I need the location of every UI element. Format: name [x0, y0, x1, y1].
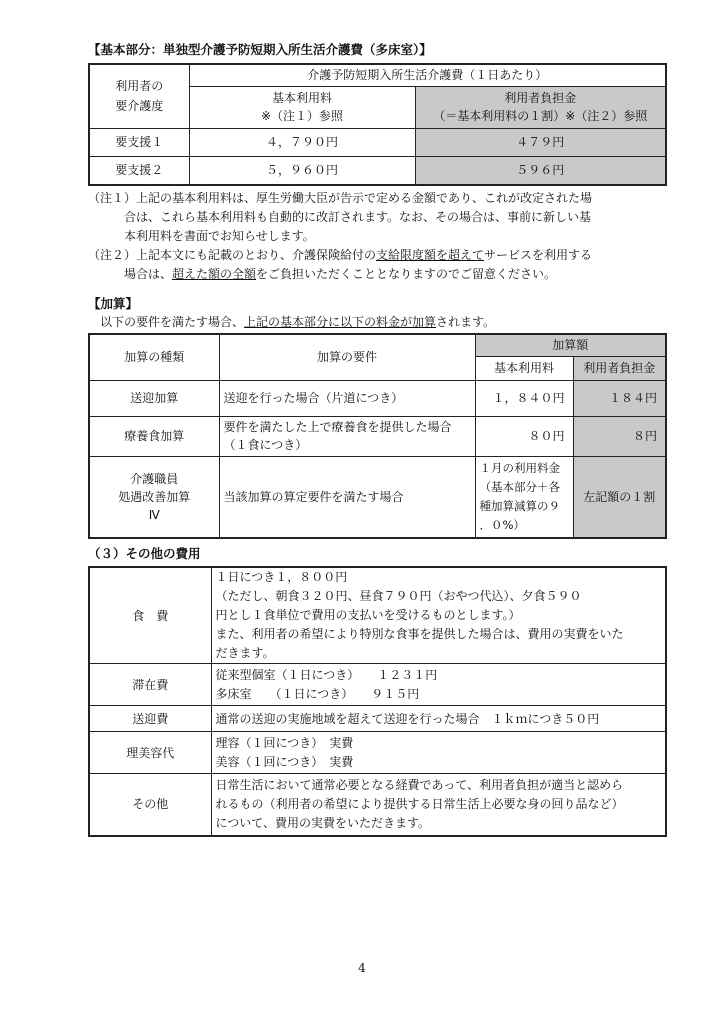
addition-req-cell: 要件を満たした上で療養食を提供した場合 （１食につき） — [219, 416, 475, 456]
addition-base-cell: １，８４０円 — [475, 380, 573, 416]
other-content-cell: 従来型個室（１日につき） １２３１円 多床室 （１日につき） ９１５円 — [211, 664, 666, 706]
note1-line2: 合は、これら基本利用料も自動的に改訂されます。なお、その場合は、事前に新しい基 — [124, 210, 592, 224]
col-user-label: 利用者負担金 — [504, 91, 577, 105]
other-content-cell: 通常の送迎の実施地域を超えて送迎を行った場合 １ｋｍにつき５０円 — [211, 706, 666, 732]
other-label-cell: 滞在費 — [89, 664, 211, 706]
note2-line2-post: をご負担いただくこととなりますのでご留意ください。 — [256, 267, 557, 281]
table-row — [89, 456, 666, 538]
col-fee-header: 介護予防短期入所生活介護費（１日あたり） — [189, 64, 666, 86]
col-base-note: ※（注１）参照 — [260, 109, 344, 123]
addition-base-cell: ８０円 — [475, 416, 573, 456]
table-row — [89, 128, 666, 156]
base-fee-cell: ５，９６０円 — [189, 156, 415, 185]
col-amount-header: 加算額 — [475, 334, 666, 356]
note2-line2-underlined: 超えた額の全額 — [172, 267, 257, 281]
note2-line2-pre: 場合は、 — [124, 267, 173, 281]
page-number: 4 — [358, 961, 366, 975]
addition-user-cell: ８円 — [573, 416, 666, 456]
addition-req-cell: 送迎を行った場合（片道につき） — [219, 380, 475, 416]
user-fee-cell: ５９６円 — [415, 156, 666, 185]
note2-line2 — [124, 265, 556, 284]
table-row — [89, 156, 666, 185]
table-row — [89, 732, 666, 774]
other-heading: （３）その他の費用 — [88, 546, 201, 561]
base-fee-cell: ４，７９０円 — [189, 128, 415, 156]
addition-intro-post: されます。 — [436, 315, 496, 329]
table-row — [89, 416, 666, 456]
user-fee-cell: ４７９円 — [415, 128, 666, 156]
note2-line1 — [88, 246, 592, 265]
note2-underlined: 支給限度額を超えて — [376, 248, 485, 262]
note2-post: サービスを利用する — [484, 248, 593, 262]
other-label-cell: 送迎費 — [89, 706, 211, 732]
addition-table — [88, 333, 667, 539]
col-req-header: 加算の要件 — [219, 334, 475, 380]
table-row — [89, 706, 666, 732]
addition-heading: 【加算】 — [88, 296, 139, 311]
table-row — [89, 774, 666, 836]
care-level-cell: 要支援２ — [89, 156, 189, 185]
other-label-cell: 理美容代 — [89, 732, 211, 774]
addition-intro-underlined: 上記の基本部分に以下の料金が加算 — [244, 315, 437, 329]
col-base-header — [189, 86, 415, 128]
addition-type-cell: 送迎加算 — [89, 380, 219, 416]
other-label-cell: 食 費 — [89, 567, 211, 664]
col-user-note: （＝基本利用料の１割）※（注２）参照 — [433, 109, 648, 123]
addition-type-cell: 療養食加算 — [89, 416, 219, 456]
other-content-cell: 理容（１回につき） 実費 美容（１回につき） 実費 — [211, 732, 666, 774]
other-label-cell: その他 — [89, 774, 211, 836]
other-content-cell: １日につき１，８００円 （ただし、朝食３２０円、昼食７９０円（おやつ代込）、夕食５９０ 円とし１食単位で費用の支払いを受けるものとします。） また、利用者の希望により特別な食事を提供した場合は、費用の実費をいた だきます。 — [211, 567, 666, 664]
addition-user-cell: 左記額の１割 — [573, 456, 666, 538]
note1-line3: 本利用料を書面でお知らせします。 — [124, 229, 315, 243]
col-base-label: 基本利用料 — [271, 91, 332, 105]
addition-type-cell: 介護職員 処遇改善加算 Ⅳ — [89, 456, 219, 538]
basic-heading: 【基本部分：単独型介護予防短期入所生活介護費（多床室）】 — [88, 42, 432, 57]
other-costs-table — [88, 566, 667, 837]
table-row — [89, 380, 666, 416]
addition-base-cell: １月の利用料金 （基本部分＋各 種加算減算の９ ．０%） — [475, 456, 573, 538]
addition-req-cell: 当該加算の算定要件を満たす場合 — [219, 456, 475, 538]
care-level-cell: 要支援１ — [89, 128, 189, 156]
table-row — [89, 664, 666, 706]
other-content-cell: 日常生活において通常必要となる経費であって、利用者負担が適当と認めら れるもの（利用者の希望により提供する日常生活上必要な身の回り品など） について、費用の実費をいただきます。 — [211, 774, 666, 836]
col-add-base-header: 基本利用料 — [475, 356, 573, 380]
addition-intro-pre: 以下の要件を満たす場合、 — [100, 315, 245, 329]
col-care-level: 利用者の 要介護度 — [89, 64, 189, 128]
col-user-header — [415, 86, 666, 128]
col-type-header: 加算の種類 — [89, 334, 219, 380]
addition-intro — [100, 313, 495, 332]
table-row — [89, 567, 666, 664]
col-add-user-header: 利用者負担金 — [573, 356, 666, 380]
addition-user-cell: １８４円 — [573, 380, 666, 416]
note1-line1: （注１）上記の基本利用料は、厚生労働大臣が告示で定める金額であり、これが改定された場 — [88, 191, 593, 205]
basic-fee-table — [88, 63, 667, 186]
note2-pre: （注２）上記本文にも記載のとおり、介護保険給付の — [88, 248, 377, 262]
